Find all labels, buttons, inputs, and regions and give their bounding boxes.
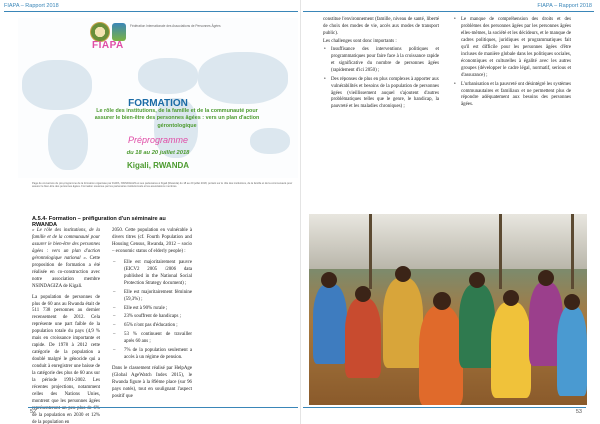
list-item: – 65% n'ont pas d'éducation ; [112, 323, 192, 330]
participant-figure [557, 306, 587, 396]
body-column-b [112, 228, 192, 405]
section-heading: A.5.4- Formation – préfiguration d'un séminaire au RWANDA [32, 216, 166, 228]
vulnerability-paragraph: 2050. Cette population en vulnérable à divers titres (cf. Fourth Population and Housing Census, Rwanda, 2012 – socio – economic status of elderly people) : [112, 228, 192, 254]
world-map-shape [198, 52, 288, 104]
tent-canopy [309, 214, 587, 269]
body-column-a [32, 228, 100, 424]
footer-rule [28, 407, 298, 408]
tent-pole [571, 214, 574, 289]
fiapa-logo: FIAPA [92, 40, 124, 51]
helpage-paragraph: Dans le classement réalisé par HelpAge (Global AgeWatch Index 2015), le Rwanda figure à la 89ème place (sur 96 pays notés), tout en soulignant l'aspect positif que [112, 366, 192, 400]
participant-figure [459, 284, 495, 368]
footer-rule [303, 407, 586, 408]
participant-head [395, 266, 411, 282]
running-head: FIAPA – Rapport 2018 [537, 3, 592, 9]
nsindagiza-logo-icon [90, 22, 110, 42]
cover-place: Kigali, RWANDA [126, 161, 190, 170]
intro-paragraph [32, 228, 100, 291]
cover-dates: du 18 au 20 juillet 2018 [126, 150, 190, 156]
list-item: • Insuffisance des interventions politiques et programmatiques pour faire face à la croissance rapide et significative du nombre de personnes âgées (rapidement d'ici 2050) ; [323, 47, 439, 75]
participant-head [321, 272, 337, 288]
partner-logo-icon [112, 23, 126, 41]
list-item: • Des réponses de plus en plus complexes à apporter aux vulnérabilités et besoins de la population de personnes âgées (vieillissement auquel s'ajoutent d'autres problématiques telles que le genre, le handicap, la pauvreté et les maladies chroniques) ; [323, 77, 439, 112]
population-paragraph: La population de personnes de plus de 60 ans au Rwanda était de 511 738 personnes au dernier recensement de 2012. Cela représente une part faible de la population totale du pays (4,9 % mais en croissance importante et rapide. De 1978 à 2012 cette catégorie de la population a doublé malgré le génocide qui a conduit à enregistrer une baisse de la catégorie des plus de 60 ans sur la période 1991-2002. Les récentes projections, notamment celles des Nations Unies, montrent que les personnes âgées représenteront un peu plus de 6% de la population en 2030 et 12% de la population en [32, 294, 100, 424]
participant-figure [419, 306, 463, 405]
list-item: – Elle est à 90% rurale ; [112, 306, 192, 313]
challenges-list [323, 47, 439, 112]
participant-head [564, 294, 580, 310]
participant-head [469, 272, 485, 288]
list-item: – 7% de la population seulement a accès à un régime de pension. [112, 348, 192, 362]
participant-figure [491, 302, 531, 398]
participant-head [538, 270, 554, 286]
intl-org-text: Fédération Internationale des Associations de Personnes Âgées [130, 24, 221, 28]
participant-figure [345, 298, 381, 378]
challenges-list-continued [453, 17, 571, 109]
participant-figure [313, 284, 347, 364]
environment-paragraph: constitue l'environnement (famille, niveau de santé, liberté de choix des modes de vie, accès aux modes de transport public). [323, 17, 439, 36]
list-item: – Elle est majoritairement pauvre (EICV2 2005 /2006 data published in the National Social Protection Strategy document) ; [112, 260, 192, 288]
cover-preprogramme: Préprogramme [127, 135, 189, 145]
figure-caption: Page de couverture du pré-programme de la formation organisée par FIAPA, NSINDAGIZA et ses partenaires à Kigali (Rwanda) du 18 au 20 juillet 2018, portant sur le rôle des institutions, de la famille et de la communauté pour assurer le bien-être des personnes âgées. Formation soutenue par les partenaires institutionnels et les associations membres. [32, 182, 293, 189]
vulnerability-list [112, 260, 192, 362]
running-head: FIAPA – Rapport 2018 [4, 3, 59, 9]
participant-head [503, 290, 519, 306]
cover-theme: Le rôle des institutions, de la famille et de la communauté pour assurer le bien-être des personnes âgées : vers un plan d'action gérontologique [94, 108, 260, 129]
body-column-d [453, 17, 571, 111]
list-item: – Elle est majoritairement féminine (59,3%) ; [112, 290, 192, 304]
right-page [300, 0, 600, 424]
list-item: – 23% souffrent de handicaps ; [112, 314, 192, 321]
participant-figure [383, 278, 423, 368]
participant-head [433, 292, 451, 310]
partner-logos [90, 22, 126, 42]
list-item: • L'urbanisation et la pauvreté ont désintégré les systèmes communautaires et familiaux et ne permettent plus de répondre adéquatement aux besoins des personnes âgées. [453, 82, 571, 110]
intro-italic-text: « Le rôle des institutions, de la famille et de la communauté pour assurer le bien-être des personnes âgées : vers un plan d'action gérontologique national » [32, 228, 100, 261]
list-item: • Le manque de compréhension des droits et des problèmes des personnes âgées par les personnes âgées elles-mêmes, la société et les décideurs, et le manque de cadres politiques, juridiques et programmatiques fait qu'il est difficile pour les personnes âgées d'être incluses de manière globale dans les politiques sociales, économiques et culturelles à égalité avec les autres groupes (développer le cadre légal, normatif, serious et d'assurance) ; [453, 17, 571, 80]
header-rule [4, 11, 298, 12]
page-number: 53 [575, 409, 582, 415]
challenges-intro: Les challenges sont donc importants : [323, 38, 397, 44]
programme-cover [18, 18, 298, 178]
list-item: – 53 % continuent de travailler après 60 ans ; [112, 332, 192, 346]
participant-head [355, 286, 371, 302]
body-column-c [323, 17, 439, 113]
tent-pole [369, 214, 372, 289]
tent-pole [499, 214, 502, 289]
world-map-shape [138, 58, 198, 94]
cover-formation-title: FORMATION [128, 98, 188, 109]
intro-rest-text: . Cette proposition de formation a été réalisée en co-construction avec notre association membre NSINDAGIZA de Kigali. [32, 255, 100, 289]
page-number: 52 [30, 409, 37, 415]
participants-photo [309, 214, 587, 405]
header-rule [303, 11, 594, 12]
